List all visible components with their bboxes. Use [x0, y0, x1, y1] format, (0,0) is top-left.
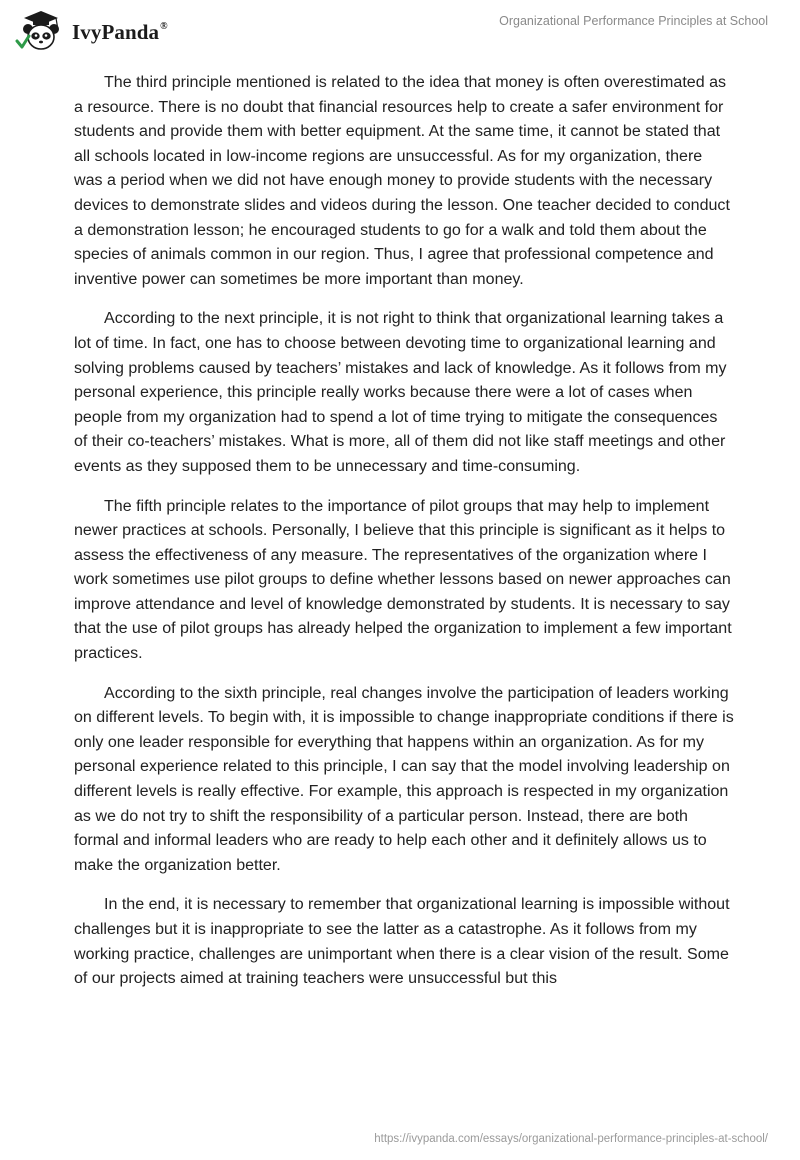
paragraph: The fifth principle relates to the importance of pilot groups that may help to implement newer practices at schools. Personally, I believe that this principle is significant as it helps to assess the effectiveness of any measure. The representatives of the organization where I work sometimes use pilot groups to define whether lessons based on newer approaches can improve attendance and level of knowledge demonstrated by students. It is necessary to say that the use of pilot groups has already helped the organization to implement a few important practices.	[74, 496, 732, 663]
source-url-link[interactable]: https://ivypanda.com/essays/organizational-performance-principles-at-school/	[374, 1133, 768, 1145]
paragraph: In the end, it is necessary to remember that organizational learning is impossible without challenges but it is inappropriate to see the latter as a catastrophe. As it follows from my working practice, challenges are unimportant when there is a clear vision of the result. Some of our projects aimed at training teachers were unsuccessful but this	[74, 895, 730, 988]
page-header	[0, 0, 800, 60]
paragraph: According to the next principle, it is not right to think that organizational learning takes a lot of time. In fact, one has to choose between devoting time to organizational learning and solving problems caused by teachers’ mistakes and lack of knowledge. As it follows from my personal experience, this principle really works because there were a lot of cases when people from my organization had to spend a lot of time trying to mitigate the consequences of their co-teachers’ mistakes. What is more, all of them did not like staff meetings and other events as they supposed them to be unnecessary and time-consuming.	[74, 309, 727, 475]
panda-graduation-cap-logo-icon	[14, 8, 68, 54]
brand-logo-link[interactable]	[14, 8, 168, 54]
document-title: Organizational Performance Principles at School	[499, 14, 768, 28]
paragraph: According to the sixth principle, real changes involve the participation of leaders working on different levels. To begin with, it is impossible to change inappropriate conditions if there is only one leader responsible for everything that happens within an organization. As for my personal experience related to this principle, I can say that the model involving leadership on different levels is really effective. For example, this approach is respected in my organization as we do not try to shift the responsibility of a particular person. Instead, there are both formal and informal leaders who are ready to help each other and it definitely allows us to make the organization better.	[74, 683, 734, 874]
brand-name: IvyPanda®	[72, 19, 168, 44]
paragraph: The third principle mentioned is related to the idea that money is often overestimated as a resource. There is no doubt that financial resources help to create a safer environment for students and provide them with better equipment. At the same time, it cannot be stated that all schools located in low-income regions are unsuccessful. As for my organization, there was a period when we did not have enough money to provide students with the necessary devices to demonstrate slides and videos during the lesson. One teacher decided to conduct a demonstration lesson; he encouraged students to go for a walk and told them about the species of animals common in our region. Thus, I agree that professional competence and inventive power can sometimes be more important than money.	[74, 73, 730, 288]
essay-body	[74, 70, 734, 1006]
